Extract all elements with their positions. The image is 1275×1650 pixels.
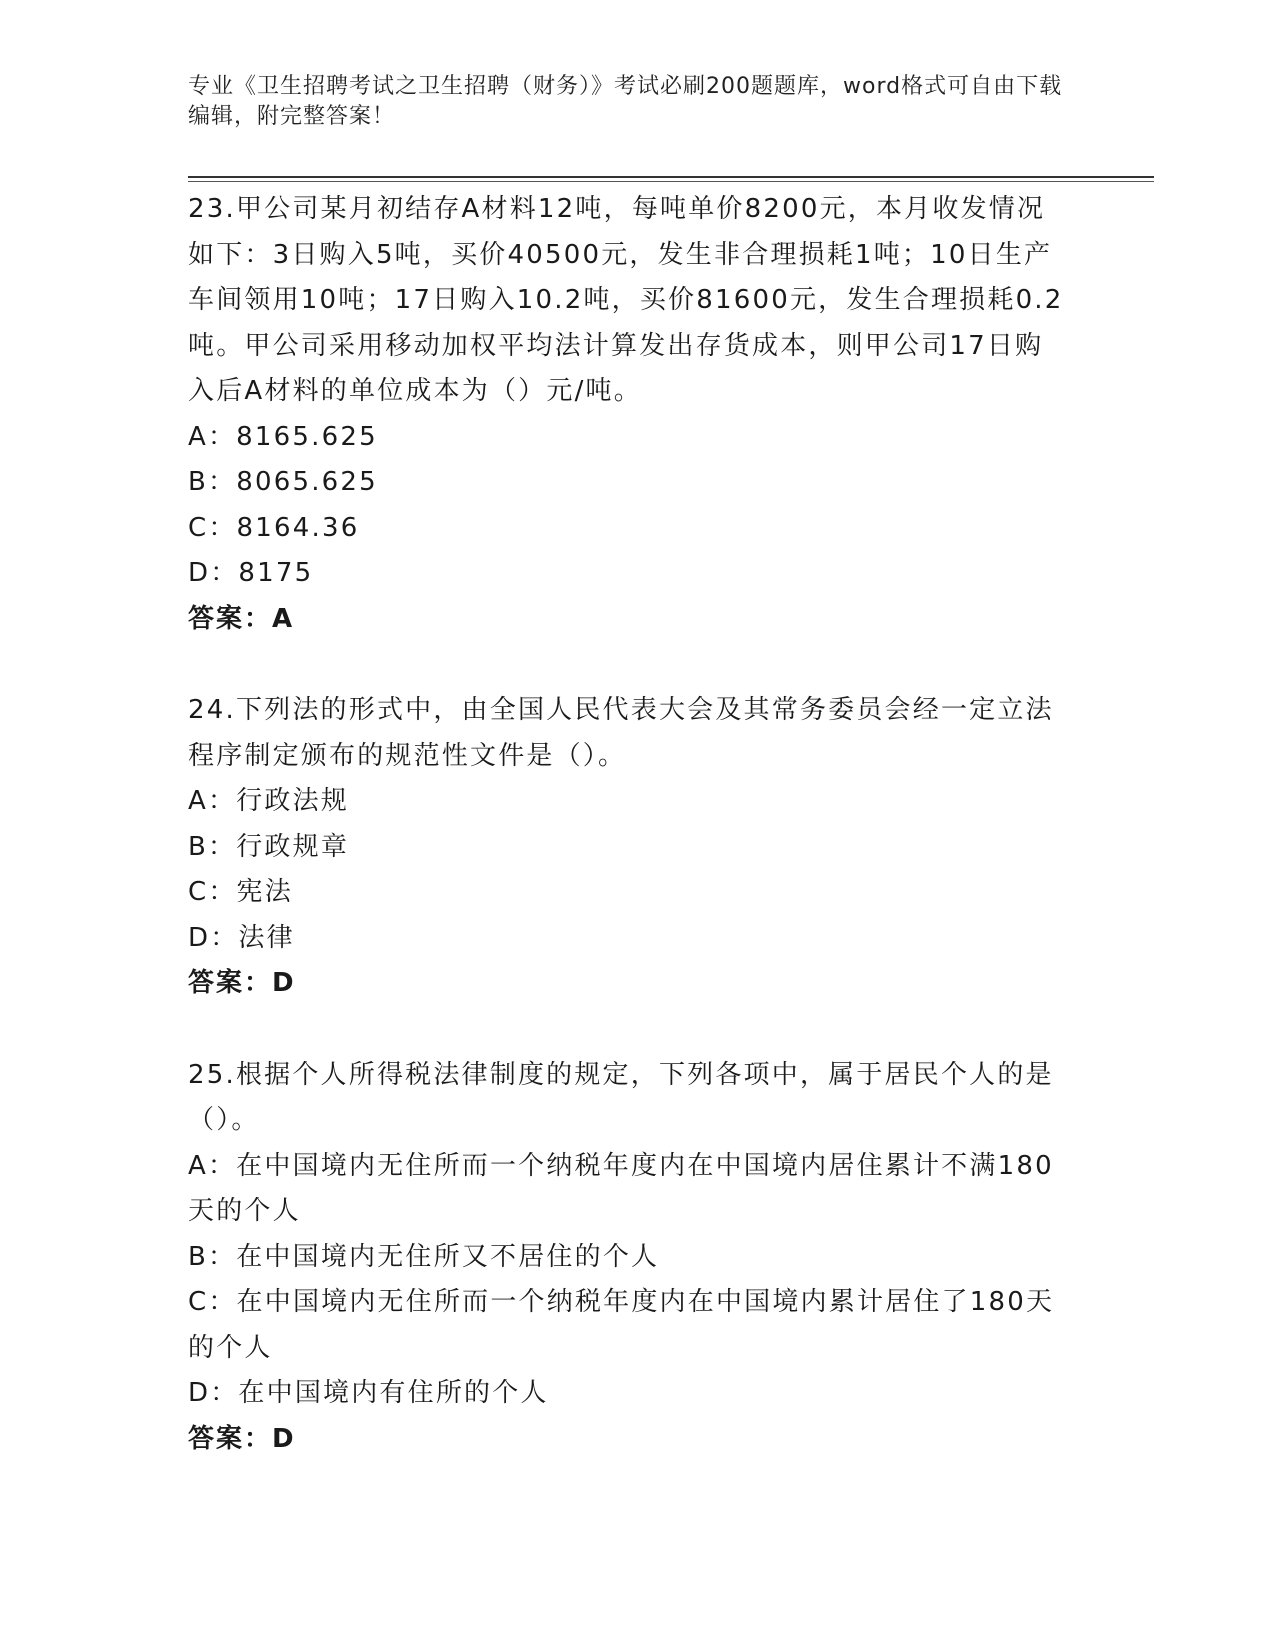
answer-label: 答案：A: [188, 603, 295, 634]
question-23: [188, 187, 1068, 642]
answer-label: 答案：D: [188, 968, 296, 998]
option-d: D：在中国境内有住所的个人: [188, 1378, 549, 1408]
option-a: A：8165.625: [188, 421, 378, 452]
header-rule-thick: [188, 176, 1154, 178]
option-b: B：8065.625: [188, 467, 378, 497]
option-b: B：在中国境内无住所又不居住的个人: [188, 1241, 660, 1272]
question-text: 23.甲公司某月初结存A材料12吨，每吨单价8200元，本月收发情况如下：3日购入5吨，买价40500元，发生非合理损耗1吨；10日生产车间领用10吨；17日购入10.2吨，买价81600元，发生合理损耗0.2吨。甲公司采用移动加权平均法计算发出存货成本，则甲公司17日购入后A材料的单位成本为（）元/吨。: [188, 194, 1064, 406]
option-d: D：8175: [188, 558, 314, 588]
question-24: [188, 688, 1068, 1007]
option-c: C：8164.36: [188, 512, 360, 543]
option-d: D：法律: [188, 922, 295, 953]
option-a: A：在中国境内无住所而一个纳税年度内在中国境内居住累计不满180天的个人: [188, 1150, 1054, 1226]
question-text: 24.下列法的形式中，由全国人民代表大会及其常务委员会经一定立法程序制定颁布的规范性文件是（）。: [188, 695, 1054, 771]
option-b: B：行政规章: [188, 831, 350, 862]
option-a: A：行政法规: [188, 786, 349, 816]
question-spacer: [188, 1007, 1068, 1053]
document-header: 专业《卫生招聘考试之卫生招聘（财务）》考试必刷200题题库，word格式可自由下载编辑，附完整答案！: [188, 74, 1063, 129]
question-25: [188, 1053, 1068, 1463]
option-c: C：宪法: [188, 877, 293, 907]
answer-label: 答案：D: [188, 1423, 296, 1454]
question-spacer: [188, 642, 1068, 688]
option-c: C：在中国境内无住所而一个纳税年度内在中国境内累计居住了180天的个人: [188, 1287, 1055, 1363]
header-rule-thin: [188, 181, 1154, 182]
question-text: 25.根据个人所得税法律制度的规定，下列各项中，属于居民个人的是（）。: [188, 1059, 1054, 1135]
question-list: [188, 187, 1068, 1462]
